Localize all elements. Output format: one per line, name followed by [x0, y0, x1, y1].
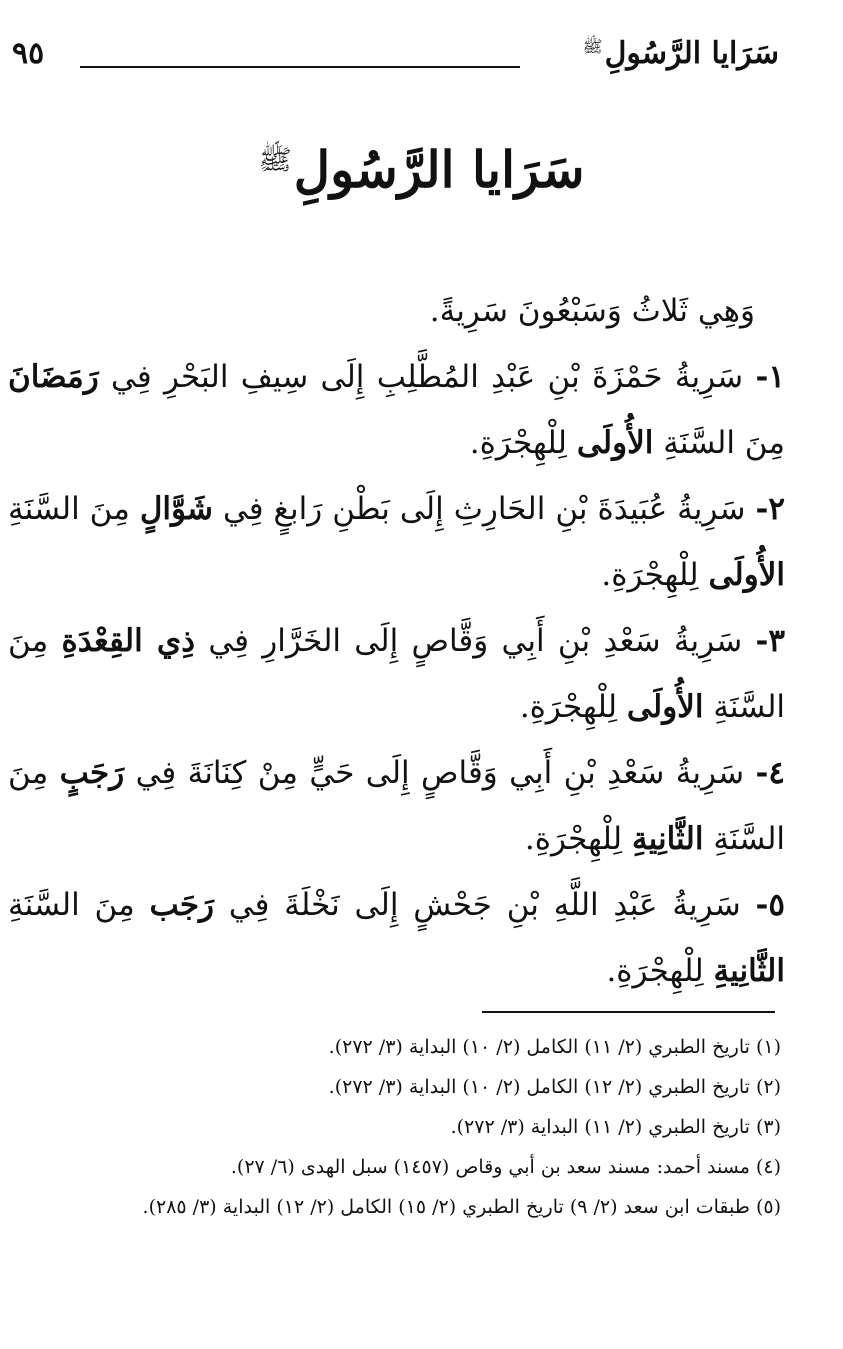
chapter-honorific-mark: ﷺ [258, 144, 292, 177]
entry-3 [8, 608, 785, 740]
entry-text: سَرِيةُ عَبْدِ اللَّهِ بْنِ جَحْشٍ إِلَى نَخْلَةَ فِي [228, 887, 741, 923]
header-rule [80, 66, 520, 68]
entry-1 [8, 344, 785, 476]
entry-5 [8, 872, 785, 1004]
running-title [583, 36, 779, 71]
entry-text: سَرِيةُ عُبَيدَةَ بْنِ الحَارِثِ إِلَى بَطْنِ رَابغٍ فِي [222, 491, 746, 527]
entry-text: مِنَ السَّنَةِ [8, 755, 785, 857]
entry-text: مِنَ السَّنَةِ [8, 887, 135, 923]
entry-text: سَرِيةُ سَعْدِ بْنِ أَبِي وَقَّاصٍ إِلَى الخَرَّارِ فِي [208, 623, 743, 659]
entry-text: لِلْهِجْرَةِ. [469, 425, 567, 461]
entry-4 [8, 740, 785, 872]
entry-number: ٥- [755, 887, 785, 923]
footnote-2: (٢) تاريخ الطبري (٢/ ١٢) الكامل (٢/ ١٠) البداية (٣/ ٢٧٢). [328, 1076, 781, 1098]
entry-text: مِنَ السَّنَةِ [8, 491, 130, 527]
entry-text: سَرِيةُ سَعْدِ بْنِ أَبِي وَقَّاصٍ إِلَى حَيٍّ مِنْ كِنَانَةَ فِي [135, 755, 745, 791]
entry-year: الأُولَى [576, 425, 654, 461]
entry-text: لِلْهِجْرَةِ. [601, 557, 699, 593]
entry-text: لِلْهِجْرَةِ. [606, 953, 704, 989]
footnote-rule [482, 1011, 775, 1013]
entry-number: ٢- [755, 491, 786, 527]
main-text [8, 278, 785, 1004]
entry-month: شَوَّالٍ [139, 491, 213, 527]
footnotes [10, 1027, 781, 1227]
entry-month: رَمَضَانَ [8, 359, 99, 395]
entry-year: الأُولَى [708, 557, 785, 593]
entry-number: ٣- [755, 623, 786, 659]
footnote-1: (١) تاريخ الطبري (٢/ ١١) الكامل (٢/ ١٠) البداية (٣/ ٢٧٢). [328, 1036, 781, 1058]
entry-2 [8, 476, 785, 608]
running-header [0, 0, 843, 100]
footnote-3: (٣) تاريخ الطبري (٢/ ١١) البداية (٣/ ٢٧٢). [450, 1116, 781, 1138]
intro-paragraph: وَهِي ثَلاثُ وَسَبْعُونَ سَرِيةً. [429, 293, 755, 329]
chapter-title [0, 140, 843, 200]
entry-month: رَجَبٍ [59, 755, 125, 791]
entry-text: مِنَ السَّنَةِ [8, 623, 785, 725]
honorific-mark: ﷺ [582, 37, 603, 56]
footnote-5: (٥) طبقات ابن سعد (٢/ ٩) تاريخ الطبري (٢/ ١٥) الكامل (٢/ ١٢) البداية (٣/ ٢٨٥). [142, 1196, 781, 1218]
footnote-4: (٤) مسند أحمد: مسند سعد بن أبي وقاص (١٤٥٧) سبل الهدى (٦/ ٢٧). [230, 1156, 781, 1178]
entry-text: لِلْهِجْرَةِ. [519, 689, 618, 725]
entry-month: رَجَب [149, 887, 215, 923]
entry-month: ذِي القِعْدَةِ [61, 623, 196, 659]
entry-text: لِلْهِجْرَةِ. [524, 821, 623, 857]
entry-text: مِنَ السَّنَةِ [663, 425, 785, 461]
entry-number: ١- [755, 359, 785, 395]
entry-year: الأُولَى [626, 689, 704, 725]
page-number: ٩٥ [12, 36, 45, 71]
entry-year: الثَّانِيةِ [631, 821, 704, 857]
entry-year: الثَّانِيةِ [713, 953, 785, 989]
running-title-text: سَرَايا الرَّسُولِ [604, 36, 779, 71]
entry-text: سَرِيةُ حَمْزَةَ بْنِ عَبْدِ المُطَّلِبِ إِلَى سِيفِ البَحْرِ فِي [110, 359, 744, 395]
entry-number: ٤- [755, 755, 786, 791]
chapter-title-text: سَرَايا الرَّسُولِ [293, 140, 585, 199]
